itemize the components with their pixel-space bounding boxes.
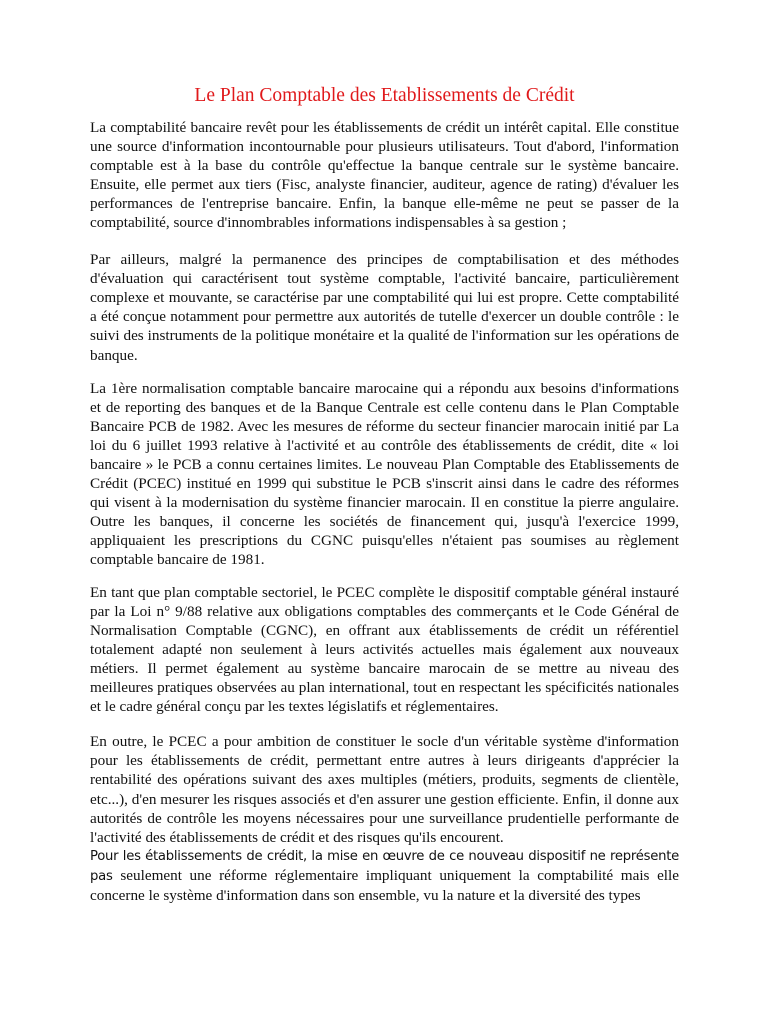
paragraph-mise-en-oeuvre-rest: seulement une réforme réglementaire impliquant uniquement la comptabilité mais elle concerne le système d'information dans son ensemble, vu la nature et la diversité des types xyxy=(90,866,679,904)
paragraph-par-ailleurs: Par ailleurs, malgré la permanence des principes de comptabilisation et des méthodes d'évaluation qui caractérisent tout système comptable, l'activité bancaire, particulièrement complexe et mouvante, se caractérise par une comptabilité qui lui est propre. Cette comptabilité a été conçue notamment pour permettre aux autorités de tutelle d'exercer un double contrôle : le suivi des instruments de la politique monétaire et la qualité de l'information sur les opérations de banque. xyxy=(90,251,679,364)
paragraph-mise-en-oeuvre-start: Pour les établissements de crédit, la mise en œuvre de ce nouveau dispositif ne représente pas xyxy=(90,848,679,884)
paragraph-en-outre: En outre, le PCEC a pour ambition de constituer le socle d'un véritable système d'information pour les établissements de crédit, permettant entre autres à leurs dirigeants d'apprécier la rentabilité des opérations suivant des axes multiples (métiers, produits, segments de clientèle, etc...), d'en mesurer les risques associés et d'en assurer une gestion efficiente. Enfin, il donne aux autorités de contrôle les moyens nécessaires pour une surveillance prudentielle performante de l'activité des établissements de crédit et des risques qu'ils encourent. xyxy=(90,733,679,846)
paragraph-mise-en-oeuvre xyxy=(90,847,679,906)
paragraph-normalisation: La 1ère normalisation comptable bancaire marocaine qui a répondu aux besoins d'informations et de reporting des banques et de la Banque Centrale est celle contenu dans le Plan Comptable Bancaire PCB de 1982. Avec les mesures de réforme du secteur financier marocain initié par La loi du 6 juillet 1993 relative à l'activité et au contrôle des établissements de crédit, dite « loi bancaire » le PCB a connu certaines limites. Le nouveau Plan Comptable des Etablissements de Crédit (PCEC) institué en 1999 qui substitue le PCB s'inscrit ainsi dans le cadre des réformes qui visent à la modernisation du système financier marocain. Il en constitue la pierre angulaire. Outre les banques, il concerne les sociétés de financement qui, jusqu'à l'exercice 1999, appliquaient les prescriptions du CGNC puisqu'elles n'étaient pas soumises au règlement comptable bancaire de 1981. xyxy=(90,379,679,568)
paragraph-comptabilite-bancaire: La comptabilité bancaire revêt pour les établissements de crédit un intérêt capital. Elle constitue une source d'information incontournable pour plusieurs utilisateurs. Tout d'abord, l'information comptable est à la base du contrôle qu'effectue la banque centrale sur le système bancaire. Ensuite, elle permet aux tiers (Fisc, analyste financier, auditeur, agence de rating) d'évaluer les performances de l'entreprise bancaire. Enfin, la banque elle-même ne peut se passer de la comptabilité, source d'innombrables informations indispensables à sa gestion ; xyxy=(90,119,679,232)
document-page xyxy=(90,84,679,906)
paragraph-plan-sectoriel: En tant que plan comptable sectoriel, le PCEC complète le dispositif comptable général instauré par la Loi n° 9/88 relative aux obligations comptables des commerçants et le Code Général de Normalisation Comptable (CGNC), en offrant aux établissements de crédit un référentiel totalement adapté non seulement à leurs activités actuelles mais également aux nouveaux métiers. Il permet également au système bancaire marocain de se mettre au niveau des meilleures pratiques observées au plan international, tout en respectant les spécificités nationales et le cadre général conçu par les textes législatifs et réglementaires. xyxy=(90,584,679,716)
document-title: Le Plan Comptable des Etablissements de Crédit xyxy=(194,85,575,106)
